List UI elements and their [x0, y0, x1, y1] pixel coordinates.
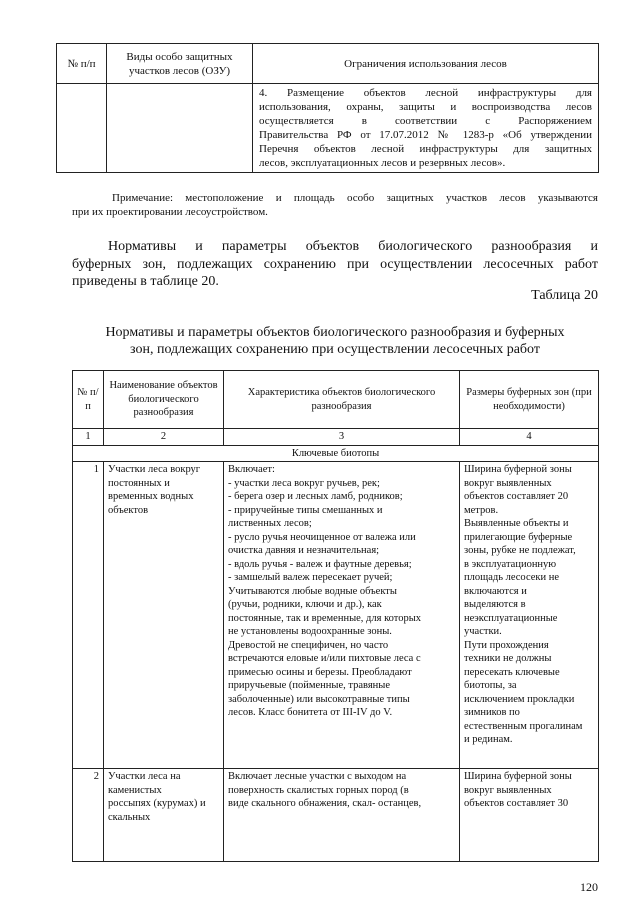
column-number-cell: 4	[460, 429, 599, 446]
table-header-row	[73, 371, 599, 429]
table-label: Таблица 20	[531, 288, 598, 303]
characteristic-line: приручьевые (пойменные, травяные	[228, 680, 390, 691]
buffer-line: пересекать ключевые	[464, 666, 560, 678]
row-buffer-cell	[460, 769, 599, 862]
paragraph-line: буферных зон, подлежащих сохранению при осуществлении лесосечных работ	[72, 256, 598, 272]
characteristic-line: очистка давняя и незначительная;	[228, 545, 380, 556]
buffer-line: естественным прогалинам	[464, 720, 583, 732]
restriction-line: осуществляется в соответствии с Распоряжением	[259, 115, 592, 127]
buffer-line: техники не должны	[464, 653, 552, 664]
caption-line: Нормативы и параметры объектов биологического разнообразия и буферных	[105, 325, 565, 340]
buffer-line: зимников по	[464, 707, 520, 718]
buffer-line: вокруг выявленных	[464, 477, 552, 489]
buffer-line: биотопы, за	[464, 680, 517, 691]
row-characteristic-cell	[224, 769, 460, 862]
characteristic-line: Включает:	[228, 464, 275, 475]
paragraph-line: приведены в таблице 20.	[72, 274, 219, 289]
header-cell-zone-type: Виды особо защитных участков лесов (ОЗУ)	[107, 44, 253, 84]
paragraph-line: Нормативы и параметры объектов биологического разнообразия и	[108, 239, 598, 254]
note-line: Примечание: местоположение и площадь особо защитных участков лесов указываются	[112, 192, 598, 204]
characteristic-line: виде скального обнажения, скал- останцев,	[228, 798, 422, 809]
buffer-line: неэксплуатационные	[464, 612, 558, 624]
table-caption	[72, 324, 598, 358]
row-object-name-cell	[104, 769, 224, 862]
row-restrictions-cell	[253, 84, 599, 173]
row-characteristic-cell	[224, 462, 460, 769]
table-row	[73, 769, 599, 862]
buffer-line: вокруг выявленных	[464, 784, 552, 796]
header-cell-number: № п/п	[57, 44, 107, 84]
row-number-cell: 2	[73, 769, 104, 862]
row-number-cell: 1	[73, 462, 104, 769]
buffer-line: Выявленные объекты и	[464, 518, 569, 529]
table-row	[57, 84, 599, 173]
characteristic-line: - русло ручья неочищенное от валежа или	[228, 531, 416, 543]
buffer-line: площадь лесосеки не	[464, 572, 560, 583]
restriction-line: использования, охраны, защиты и воспроизводства лесов	[259, 101, 592, 113]
buffer-line: объектов составляет 20	[464, 491, 569, 502]
table-row	[73, 462, 599, 769]
characteristic-line: поверхность скалистых горных пород (в	[228, 784, 409, 796]
buffer-line: Ширина буферной зоны	[464, 771, 572, 782]
characteristic-line: встречаются еловые и/или пихтовые леса с	[228, 653, 421, 664]
restriction-line: Правительства РФ от 17.07.2012 № 1283-р «Об утверждении	[259, 129, 592, 141]
name-line: Участки леса на	[108, 771, 181, 782]
buffer-line: включаются и	[464, 585, 527, 597]
characteristic-line: - участки леса вокруг ручьев, рек;	[228, 477, 380, 489]
column-number-cell: 3	[224, 429, 460, 446]
caption-line: зон, подлежащих сохранению при осуществлении лесосечных работ	[130, 342, 540, 357]
characteristic-line: (ручьи, родники, ключи и др.), как	[228, 599, 382, 610]
buffer-line: в эксплуатационную	[464, 558, 557, 570]
buffer-line: метров.	[464, 504, 499, 516]
column-number-cell: 2	[104, 429, 224, 446]
biodiversity-table	[72, 370, 599, 862]
note-line: при их проектировании лесоустройством.	[72, 206, 268, 218]
characteristic-line: - замшелый валеж пересекает ручей;	[228, 572, 393, 583]
header-cell-buffer-size: Размеры буферных зон (при необходимости)	[460, 371, 599, 429]
characteristic-line: Древостой не специфичен, но часто	[228, 639, 389, 651]
body-paragraph	[72, 238, 598, 291]
characteristic-line: Учитываются любые водные объекты	[228, 585, 397, 597]
name-line: россыпях (курумах) и	[108, 798, 206, 809]
buffer-line: Ширина буферной зоны	[464, 464, 572, 475]
section-title-row	[73, 445, 599, 462]
header-cell-number: № п/п	[73, 371, 104, 429]
name-line: каменистых	[108, 784, 162, 796]
buffer-line: объектов составляет 30	[464, 798, 569, 809]
characteristic-line: Включает лесные участки с выходом на	[228, 771, 407, 782]
characteristic-line: постоянные, так и временные, для которых	[228, 612, 422, 624]
buffer-line: выделяются в	[464, 599, 526, 610]
buffer-line: Пути прохождения	[464, 639, 549, 651]
row-buffer-cell	[460, 462, 599, 769]
characteristic-line: - берега озер и лесных ламб, родников;	[228, 491, 403, 502]
buffer-line: участки.	[464, 626, 502, 637]
characteristic-line: - приручейные типы смешанных и	[228, 504, 383, 516]
header-cell-object-name: Наименование объектов биологического разнообразия	[104, 371, 224, 429]
header-cell-restrictions: Ограничения использования лесов	[253, 44, 599, 84]
characteristic-line: не установлены водоохранные зоны.	[228, 626, 392, 637]
row-number-cell	[57, 84, 107, 173]
characteristic-line: лесов. Класс бонитета от III-IV до V.	[228, 707, 393, 718]
restriction-line: 4. Размещение объектов лесной инфраструктуры для	[259, 87, 592, 99]
characteristic-line: заболоченные) или высокотравные типы	[228, 693, 410, 705]
buffer-line: зоны, рубке не подлежат,	[464, 545, 576, 556]
characteristic-line: примесью осины и березы. Преобладают	[228, 666, 412, 678]
buffer-line: и рединам.	[464, 734, 513, 745]
note-paragraph	[72, 191, 598, 219]
column-number-row	[73, 429, 599, 446]
header-cell-characteristic: Характеристика объектов биологического разнообразия	[224, 371, 460, 429]
protective-zones-table	[56, 43, 599, 173]
column-number-cell: 1	[73, 429, 104, 446]
buffer-line: прилегающие буферные	[464, 531, 573, 543]
buffer-line: исключением прокладки	[464, 693, 575, 705]
row-zone-type-cell	[107, 84, 253, 173]
section-title: Ключевые биотопы	[73, 445, 599, 462]
restriction-line: Перечня объектов лесной инфраструктуры для защитных	[259, 143, 592, 155]
restriction-line: лесов, эксплуатационных лесов и резервных лесов».	[259, 157, 506, 169]
characteristic-line: лиственных лесов;	[228, 518, 312, 529]
name-line: скальных	[108, 811, 151, 823]
table-header-row	[57, 44, 599, 84]
row-object-name-cell: Участки леса вокруг постоянных и временных водных объектов	[104, 462, 224, 769]
characteristic-line: - вдоль ручья - валеж и фаутные деревья;	[228, 558, 412, 570]
page-number: 120	[580, 880, 598, 894]
